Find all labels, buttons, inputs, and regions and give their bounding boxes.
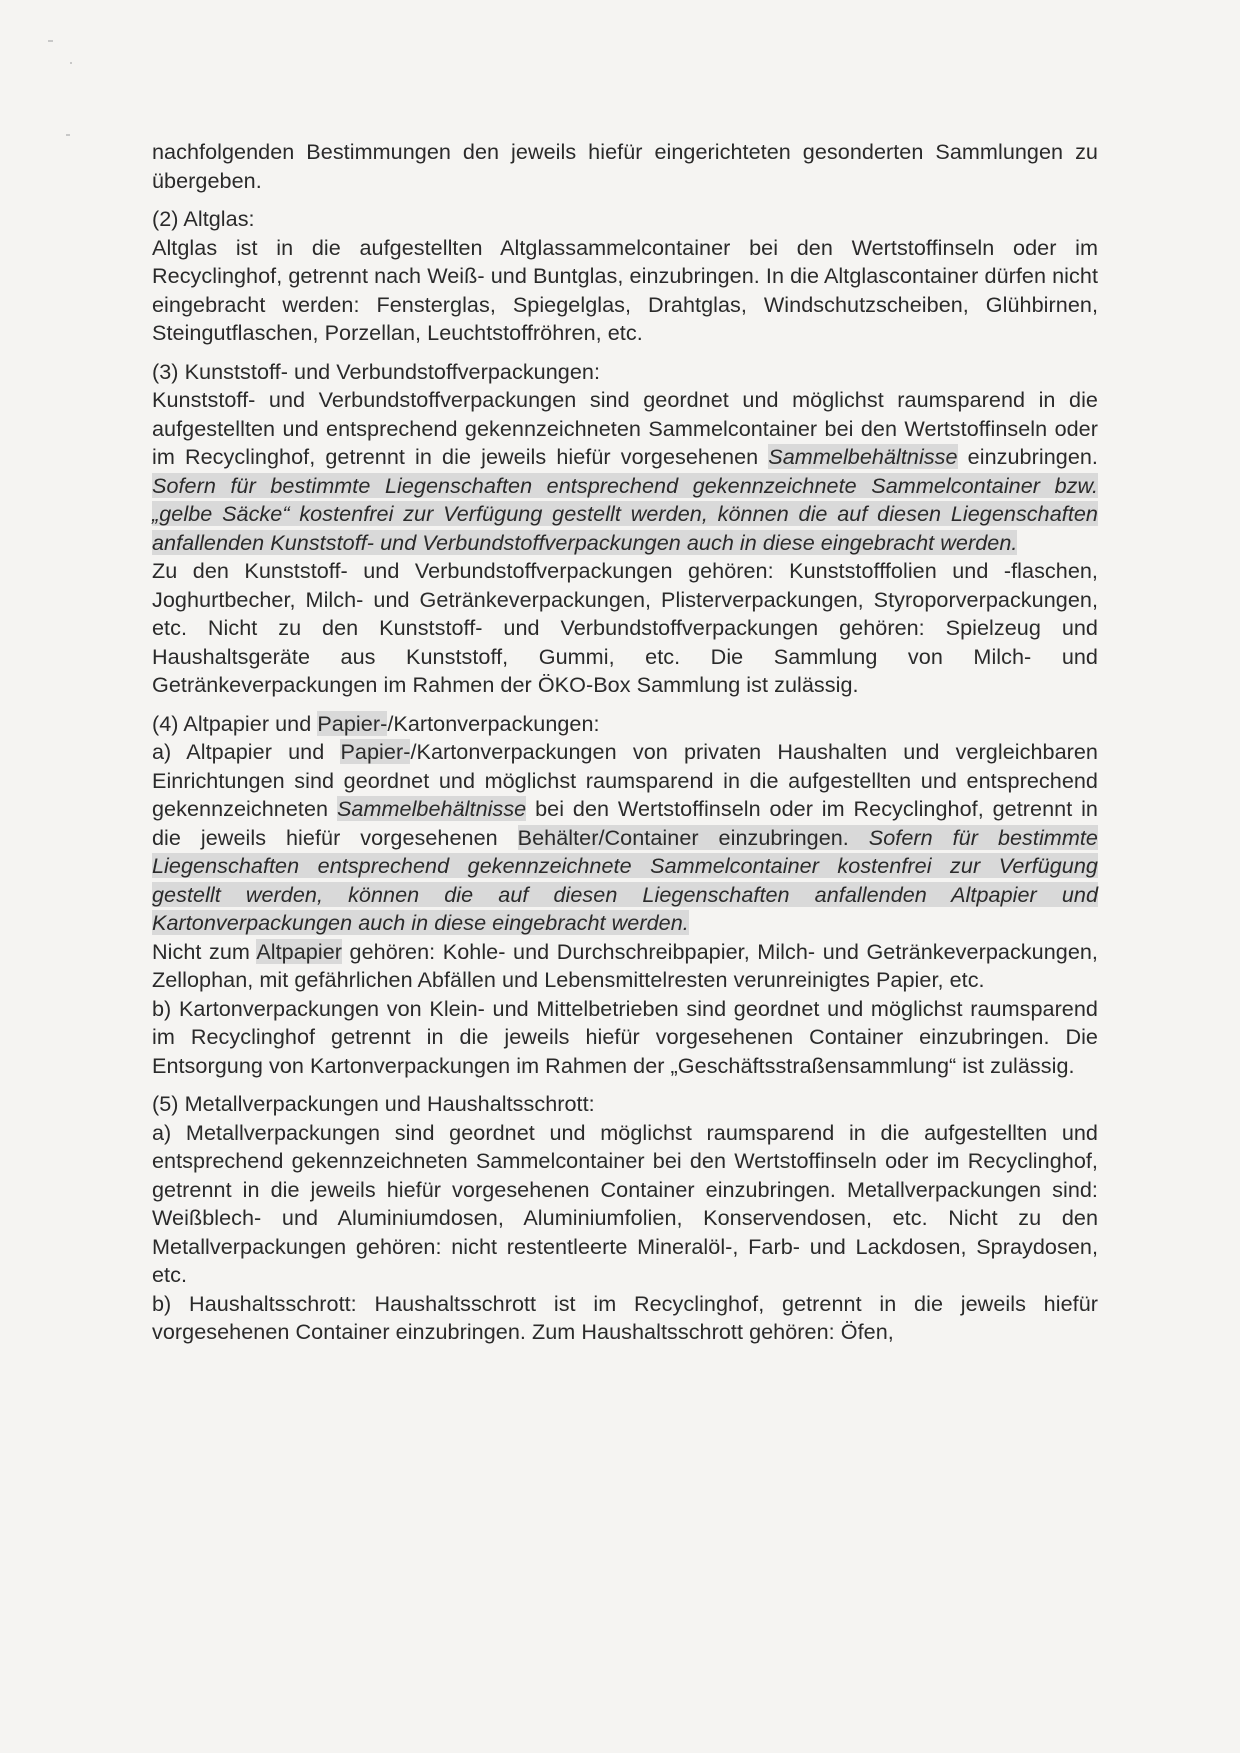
scan-speck: [70, 62, 72, 64]
section-5b-body: [152, 1290, 1098, 1347]
section-4a-text: bei den Wertstoffinseln oder im Recyclinghof, getrennt in die jeweils hiefür vorgesehenen: [152, 796, 1098, 850]
section-3-body: [152, 386, 1098, 557]
section-3-heading: [152, 358, 1098, 387]
section-4-heading: [152, 710, 1098, 739]
highlighted-term: Sammelbehältnisse: [336, 796, 527, 821]
scan-speck: [48, 40, 53, 42]
section-4b-body: [152, 995, 1098, 1081]
section-2-heading: [152, 205, 1098, 234]
section-3-text: einzubringen.: [957, 444, 1098, 469]
section-3-text: Kunststoff- und Verbundstoffverpackungen sind geordnet und möglichst raumsparend in die aufgestellten und entsprechend gekennzeichneten Sammelcontainer bei den Wertstoffinseln oder im Recyclinghof, getrennt in die jeweils hiefür vorgesehenen: [152, 387, 1098, 469]
section-2-title: (2) Altglas:: [152, 206, 255, 231]
section-4a-text: gehören: Kohle- und Durchschreibpapier, Milch- und Getränkeverpackungen, Zellophan, mit gefährlichen Abfällen und Lebensmittelresten verunreinigtes Papier, etc.: [152, 938, 1098, 992]
section-4-title: (4) Altpapier und: [152, 710, 318, 736]
section-5b-text: b) Haushaltsschrott: Haushaltsschrott ist im Recyclinghof, getrennt in die jeweils hiefür vorgesehenen Container einzubringen. Zum Haushaltsschrott gehören: Öfen,: [152, 1290, 1098, 1344]
section-4a-text: /Kartonverpackungen von privaten Haushalten und vergleichbaren Einrichtungen sind geordnet und möglichst raumsparend in die aufgestellten und entsprechend gekennzeichneten: [152, 739, 1098, 821]
highlighted-amendment: Sofern für bestimmte Liegenschaften entsprechend gekennzeichnete Sammelcontainer bzw. „gelbe Säcke“ kostenfrei zur Verfügung gestellt werden, können die auf diesen Liegenschaften anfallenden Kunststoff- und Verbundstoffverpackungen auch in diese eingebracht werden.: [152, 472, 1098, 555]
highlighted-amendment: Sofern für bestimmte Liegenschaften entsprechend gekennzeichnete Sammelcontainer kostenfrei zur Verfügung gestellt werden, können die auf diesen Liegenschaften anfallenden Altpapier und Kartonverpackungen auch in diese eingebracht werden.: [152, 824, 1098, 935]
section-3-list: [152, 557, 1098, 700]
highlighted-term: Altpapier: [256, 938, 342, 964]
scan-speck: [66, 134, 70, 136]
highlighted-phrase: Behälter/Container einzubringen.: [517, 824, 869, 850]
document-text: [152, 138, 1098, 1347]
section-5a-body: [152, 1119, 1098, 1290]
section-4a-text: a) Altpapier und: [152, 739, 341, 764]
highlighted-term: Papier-: [340, 739, 411, 764]
section-2-text: Altglas ist in die aufgestellten Altglassammelcontainer bei den Wertstoffinseln oder im Recyclinghof, getrennt nach Weiß- und Buntglas, einzubringen. In die Altglascontainer dürfen nicht eingebracht werden: Fensterglas, Spiegelglas, Drahtglas, Windschutzscheiben, Glühbirnen, Steingutflaschen, Porzellan, Leuchtstoffröhren, etc.: [152, 234, 1098, 345]
section-4a-exclusions: [152, 938, 1098, 995]
highlighted-term: Sammelbehältnisse: [768, 444, 958, 469]
section-5-title: (5) Metallverpackungen und Haushaltsschrott:: [152, 1091, 595, 1116]
section-4a-text: Nicht zum: [152, 938, 257, 964]
highlighted-term: Papier-: [317, 710, 388, 736]
section-5a-text: a) Metallverpackungen sind geordnet und möglichst raumsparend in die aufgestellten und entsprechend gekennzeichneten Sammelcontainer bei den Wertstoffinseln oder im Recyclinghof, getrennt in die jeweils hiefür vorgesehenen Container einzubringen. Metallverpackungen sind: Weißblech- und Aluminiumdosen, Aluminiumfolien, Konservendosen, etc. Nicht zu den Metallverpackungen gehören: nicht restentleerte Mineralöl-, Farb- und Lackdosen, Spraydosen, etc.: [152, 1119, 1098, 1287]
section-4b-text: b) Kartonverpackungen von Klein- und Mittelbetrieben sind geordnet und möglichst raumsparend im Recyclinghof getrennt in die jeweils hiefür vorgesehenen Container einzubringen. Die Entsorgung von Kartonverpackungen im Rahmen der „Geschäftsstraßensammlung“ ist zulässig.: [152, 995, 1098, 1078]
section-2-body: [152, 234, 1098, 348]
intro-text: nachfolgenden Bestimmungen den jeweils hiefür eingerichteten gesonderten Sammlungen zu übergeben.: [152, 139, 1098, 193]
section-4-title: /Kartonverpackungen:: [387, 710, 600, 736]
section-3-title: (3) Kunststoff- und Verbundstoffverpackungen:: [152, 358, 601, 384]
section-5-heading: [152, 1090, 1098, 1119]
section-3-list-text: Zu den Kunststoff- und Verbundstoffverpackungen gehören: Kunststofffolien und -flaschen, Joghurtbecher, Milch- und Getränkeverpackungen, Plisterverpackungen, Styroporverpackungen, etc. Nicht zu den Kunststoff- und Verbundstoffverpackungen gehören: Spielzeug und Haushaltsgeräte aus Kunststoff, Gummi, etc. Die Sammlung von Milch- und Getränkeverpackungen im Rahmen der ÖKO-Box Sammlung ist zulässig.: [152, 558, 1098, 697]
section-4a-body: [152, 738, 1098, 938]
intro-paragraph: [152, 138, 1098, 195]
